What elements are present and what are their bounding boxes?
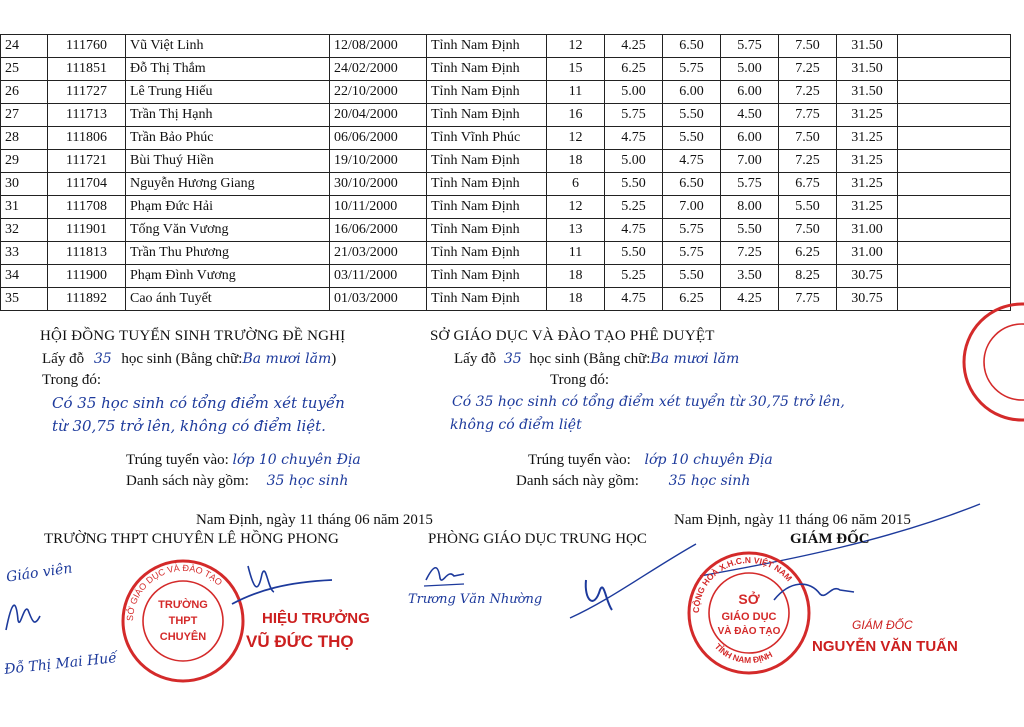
cell-sbd: 111892 [48, 288, 126, 311]
cell-name: Trần Bảo Phúc [126, 127, 330, 150]
cell-d3: 3.50 [721, 265, 779, 288]
left-heading: HỘI ĐỒNG TUYỂN SINH TRƯỜNG ĐỀ NGHỊ [40, 328, 346, 344]
left-note-line1: Có 35 học sinh có tổng điểm xét tuyển [52, 394, 345, 412]
right-note-line2: không có điểm liệt [450, 417, 582, 433]
cell-d3: 6.00 [721, 81, 779, 104]
right-trung-tuyen [528, 452, 773, 469]
cell-d3: 4.50 [721, 104, 779, 127]
cell-d4: 7.25 [779, 58, 837, 81]
principal-title: HIỆU TRƯỞNG [262, 610, 370, 627]
cell-stt: 34 [1, 265, 48, 288]
cell-d2: 5.75 [663, 219, 721, 242]
cell-c1: 13 [547, 219, 605, 242]
right-note-line1: Có 35 học sinh có tổng điểm xét tuyển từ 30,75 trở lên, [452, 394, 845, 410]
left-danh-sach-value: 35 học sinh [266, 473, 349, 489]
cell-dob: 19/10/2000 [330, 150, 427, 173]
table-row [1, 104, 1011, 127]
table-row [1, 81, 1011, 104]
cell-stt: 30 [1, 173, 48, 196]
cell-c1: 6 [547, 173, 605, 196]
cell-d2: 6.00 [663, 81, 721, 104]
cell-dob: 21/03/2000 [330, 242, 427, 265]
cell-d2: 4.75 [663, 150, 721, 173]
edge-stamp [960, 300, 1024, 424]
cell-name: Vũ Việt Linh [126, 35, 330, 58]
cell-note [898, 58, 1011, 81]
cell-dob: 30/10/2000 [330, 173, 427, 196]
cell-place: Tỉnh Nam Định [427, 288, 547, 311]
table-row [1, 173, 1011, 196]
cell-c1: 18 [547, 150, 605, 173]
cell-c1: 12 [547, 196, 605, 219]
director-name: NGUYỄN VĂN TUẤN [812, 638, 958, 655]
cell-note [898, 173, 1011, 196]
left-lay-do [42, 351, 336, 368]
cell-name: Trần Thị Hạnh [126, 104, 330, 127]
cell-stt: 26 [1, 81, 48, 104]
cell-d1: 5.25 [605, 196, 663, 219]
cell-name: Lê Trung Hiếu [126, 81, 330, 104]
cell-sbd: 111760 [48, 35, 126, 58]
cell-c1: 11 [547, 242, 605, 265]
dept-stamp-ring-bottom: TỈNH NAM ĐỊNH [712, 641, 774, 666]
cell-total: 31.50 [837, 35, 898, 58]
cell-d1: 4.75 [605, 219, 663, 242]
cell-d4: 7.50 [779, 127, 837, 150]
cell-d2: 6.25 [663, 288, 721, 311]
cell-d2: 5.50 [663, 127, 721, 150]
cell-sbd: 111713 [48, 104, 126, 127]
cell-c1: 16 [547, 104, 605, 127]
cell-note [898, 242, 1011, 265]
dept-stamp-top: SỞ [738, 591, 760, 607]
cell-note [898, 150, 1011, 173]
dept-stamp-mid: GIÁO DỤC [721, 611, 777, 623]
cell-dob: 20/04/2000 [330, 104, 427, 127]
cell-dob: 01/03/2000 [330, 288, 427, 311]
table-row [1, 196, 1011, 219]
teacher-signature [0, 590, 60, 640]
right-danh-sach-label: Danh sách này gồm: [516, 473, 639, 489]
cell-place: Tỉnh Nam Định [427, 58, 547, 81]
left-danh-sach [126, 473, 348, 490]
cell-d1: 5.50 [605, 173, 663, 196]
cell-name: Bùi Thuý Hiền [126, 150, 330, 173]
cell-name: Trần Thu Phương [126, 242, 330, 265]
cell-c1: 12 [547, 35, 605, 58]
teacher-note: Giáo viên [5, 560, 74, 586]
right-trong-do: Trong đó: [550, 372, 610, 388]
cell-sbd: 111851 [48, 58, 126, 81]
left-date: Nam Định, ngày 11 tháng 06 năm 2015 [196, 512, 433, 528]
table-row [1, 288, 1011, 311]
cell-name: Đỗ Thị Thắm [126, 58, 330, 81]
cell-c1: 12 [547, 127, 605, 150]
cell-stt: 33 [1, 242, 48, 265]
cell-d3: 5.75 [721, 35, 779, 58]
cell-place: Tỉnh Nam Định [427, 265, 547, 288]
cell-d4: 6.75 [779, 173, 837, 196]
dept-initial-signature [420, 560, 470, 590]
table-row [1, 242, 1011, 265]
cell-sbd: 111901 [48, 219, 126, 242]
cell-c1: 11 [547, 81, 605, 104]
cell-place: Tỉnh Nam Định [427, 196, 547, 219]
cell-place: Tỉnh Nam Định [427, 173, 547, 196]
cell-d1: 5.75 [605, 104, 663, 127]
left-lay-do-prefix: Lấy đỗ [42, 351, 85, 367]
cell-total: 30.75 [837, 288, 898, 311]
left-org: TRƯỜNG THPT CHUYÊN LÊ HỒNG PHONG [44, 531, 339, 547]
table-row [1, 265, 1011, 288]
right-heading: SỞ GIÁO DỤC VÀ ĐÀO TẠO PHÊ DUYỆT [430, 328, 715, 344]
cell-d1: 4.75 [605, 127, 663, 150]
results-table-body [1, 35, 1011, 311]
right-trung-tuyen-value: lớp 10 chuyên Địa [644, 452, 773, 468]
cell-d4: 5.50 [779, 196, 837, 219]
right-director-heading: GIÁM ĐỐC [790, 531, 870, 547]
left-trong-do: Trong đó: [42, 372, 102, 388]
cell-d2: 5.75 [663, 58, 721, 81]
cell-d2: 5.50 [663, 265, 721, 288]
cell-dob: 12/08/2000 [330, 35, 427, 58]
cell-place: Tỉnh Nam Định [427, 150, 547, 173]
cell-d1: 6.25 [605, 58, 663, 81]
results-table [0, 34, 1011, 311]
cell-dob: 06/06/2000 [330, 127, 427, 150]
cell-place: Tỉnh Nam Định [427, 35, 547, 58]
cell-c1: 18 [547, 265, 605, 288]
cell-d3: 7.00 [721, 150, 779, 173]
cell-stt: 25 [1, 58, 48, 81]
right-lay-do-mid: học sinh (Bằng chữ: [529, 351, 651, 367]
cell-dob: 16/06/2000 [330, 219, 427, 242]
cell-d2: 6.50 [663, 35, 721, 58]
dept-signer-name: Trương Văn Nhường [408, 592, 543, 607]
cell-d3: 7.25 [721, 242, 779, 265]
cell-total: 31.25 [837, 104, 898, 127]
cell-name: Phạm Đức Hải [126, 196, 330, 219]
cell-d4: 7.75 [779, 104, 837, 127]
cell-d1: 5.00 [605, 150, 663, 173]
cell-place: Tỉnh Nam Định [427, 104, 547, 127]
left-trung-tuyen [126, 452, 361, 469]
cell-d4: 7.50 [779, 35, 837, 58]
cell-place: Tỉnh Nam Định [427, 219, 547, 242]
cell-stt: 29 [1, 150, 48, 173]
cell-d2: 5.50 [663, 104, 721, 127]
cell-d3: 5.50 [721, 219, 779, 242]
table-row [1, 58, 1011, 81]
right-trung-tuyen-label: Trúng tuyển vào: [528, 452, 631, 468]
cell-d4: 7.75 [779, 288, 837, 311]
cell-stt: 32 [1, 219, 48, 242]
cell-sbd: 111806 [48, 127, 126, 150]
cell-d4: 7.25 [779, 150, 837, 173]
cell-sbd: 111721 [48, 150, 126, 173]
cell-note [898, 219, 1011, 242]
cell-d4: 7.25 [779, 81, 837, 104]
cell-name: Tống Văn Vương [126, 219, 330, 242]
cell-place: Tỉnh Nam Định [427, 242, 547, 265]
director-title: GIÁM ĐỐC [852, 618, 913, 632]
dept-stamp-low: VÀ ĐÀO TẠO [717, 626, 781, 637]
school-stamp-ring: SỞ GIÁO DỤC VÀ ĐÀO TẠO [124, 562, 225, 622]
left-lay-do-count: 35 [93, 351, 112, 367]
right-date: Nam Định, ngày 11 tháng 06 năm 2015 [674, 512, 911, 528]
cell-total: 31.25 [837, 196, 898, 219]
left-danh-sach-label: Danh sách này gồm: [126, 473, 249, 489]
cell-total: 31.00 [837, 219, 898, 242]
cell-stt: 27 [1, 104, 48, 127]
left-lay-do-mid: học sinh (Bằng chữ: [121, 351, 243, 367]
cell-d1: 4.75 [605, 288, 663, 311]
cell-stt: 35 [1, 288, 48, 311]
cell-d1: 5.25 [605, 265, 663, 288]
cell-total: 31.25 [837, 127, 898, 150]
cell-d2: 5.75 [663, 242, 721, 265]
right-lay-do-prefix: Lấy đỗ [454, 351, 497, 367]
cell-sbd: 111704 [48, 173, 126, 196]
school-stamp-top: TRƯỜNG [158, 599, 208, 611]
cell-place: Tỉnh Nam Định [427, 81, 547, 104]
cell-note [898, 35, 1011, 58]
teacher-name: Đỗ Thị Mai Huế [3, 650, 118, 678]
cell-note [898, 196, 1011, 219]
right-lay-do-count: 35 [503, 351, 522, 367]
cell-note [898, 127, 1011, 150]
cell-d3: 5.75 [721, 173, 779, 196]
cell-name: Phạm Đình Vương [126, 265, 330, 288]
cell-c1: 18 [547, 288, 605, 311]
table-row [1, 35, 1011, 58]
principal-signature [228, 560, 338, 610]
cell-total: 30.75 [837, 265, 898, 288]
cell-stt: 24 [1, 35, 48, 58]
cell-stt: 31 [1, 196, 48, 219]
svg-text:SỞ GIÁO DỤC VÀ ĐÀO TẠO [124, 563, 224, 621]
cell-d1: 4.25 [605, 35, 663, 58]
cell-total: 31.25 [837, 173, 898, 196]
left-lay-do-suffix: ) [331, 351, 337, 367]
right-lay-do [454, 351, 739, 368]
right-danh-sach [516, 473, 750, 490]
cell-total: 31.00 [837, 242, 898, 265]
cell-d3: 5.00 [721, 58, 779, 81]
cell-dob: 22/10/2000 [330, 81, 427, 104]
cell-note [898, 265, 1011, 288]
cell-sbd: 111708 [48, 196, 126, 219]
cell-name: Cao ánh Tuyết [126, 288, 330, 311]
left-lay-do-words: Ba mươi lăm [242, 351, 332, 367]
cell-d4: 6.25 [779, 242, 837, 265]
cell-dob: 24/02/2000 [330, 58, 427, 81]
dept-signature [560, 540, 700, 620]
right-dept: PHÒNG GIÁO DỤC TRUNG HỌC [428, 531, 647, 547]
cell-d3: 6.00 [721, 127, 779, 150]
table-row [1, 219, 1011, 242]
cell-d4: 7.50 [779, 219, 837, 242]
cell-sbd: 111813 [48, 242, 126, 265]
cell-note [898, 104, 1011, 127]
left-trung-tuyen-label: Trúng tuyển vào: [126, 452, 229, 468]
cell-place: Tỉnh Vĩnh Phúc [427, 127, 547, 150]
cell-total: 31.25 [837, 150, 898, 173]
cell-total: 31.50 [837, 81, 898, 104]
department-stamp [684, 548, 814, 678]
right-lay-do-words: Ba mươi lăm [650, 351, 740, 367]
cell-sbd: 111727 [48, 81, 126, 104]
cell-name: Nguyễn Hương Giang [126, 173, 330, 196]
principal-name: VŨ ĐỨC THỌ [246, 632, 354, 651]
cell-total: 31.50 [837, 58, 898, 81]
dept-stamp-ring: CỘNG HOÀ X.H.C.N VIỆT NAM [690, 554, 795, 614]
table-row [1, 150, 1011, 173]
cell-c1: 15 [547, 58, 605, 81]
school-stamp-mid: THPT [168, 615, 198, 627]
right-danh-sach-value: 35 học sinh [668, 473, 751, 489]
cell-d2: 7.00 [663, 196, 721, 219]
cell-sbd: 111900 [48, 265, 126, 288]
cell-d3: 8.00 [721, 196, 779, 219]
left-note-line2: từ 30,75 trở lên, không có điểm liệt. [52, 417, 326, 435]
cell-note [898, 81, 1011, 104]
cell-d1: 5.00 [605, 81, 663, 104]
cell-d3: 4.25 [721, 288, 779, 311]
cell-d2: 6.50 [663, 173, 721, 196]
school-stamp-low: CHUYÊN [159, 631, 207, 643]
table-row [1, 127, 1011, 150]
cell-dob: 03/11/2000 [330, 265, 427, 288]
cell-d1: 5.50 [605, 242, 663, 265]
cell-d4: 8.25 [779, 265, 837, 288]
left-trung-tuyen-value: lớp 10 chuyên Địa [232, 452, 361, 468]
director-signature [770, 570, 860, 610]
cell-stt: 28 [1, 127, 48, 150]
cell-dob: 10/11/2000 [330, 196, 427, 219]
